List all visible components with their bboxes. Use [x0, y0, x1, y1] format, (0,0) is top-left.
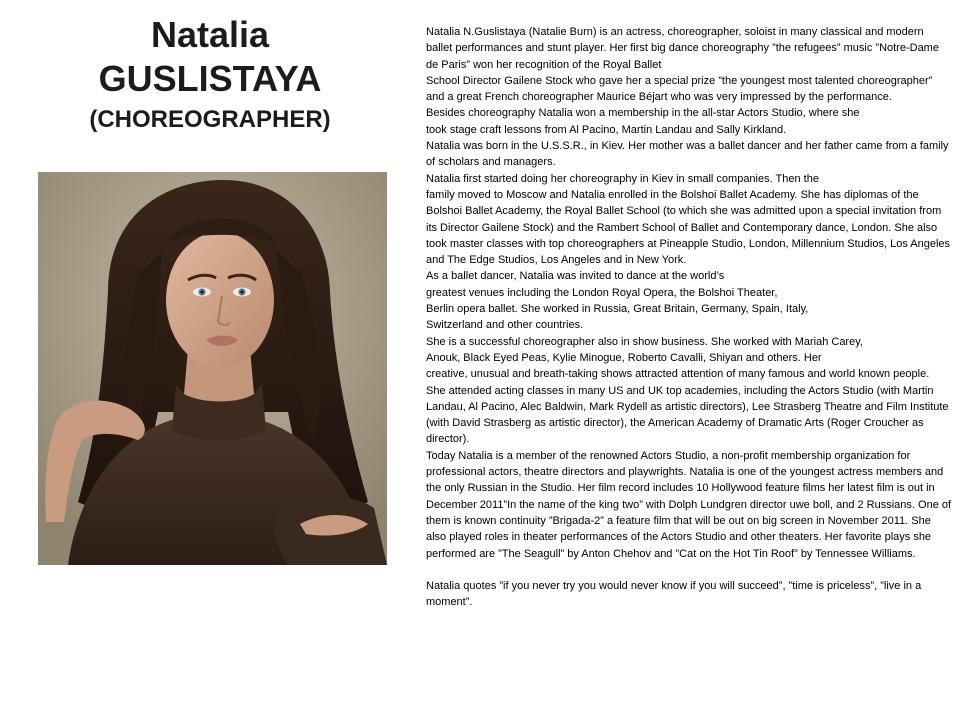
title-last-name: GUSLISTAYA — [98, 58, 322, 99]
portrait-photo — [38, 172, 387, 565]
title-first-name: Natalia — [150, 14, 270, 55]
bio-paragraph: Natalia first started doing her choreography in Kiev in small companies. Then the — [426, 172, 819, 185]
portrait-photo-icon — [38, 172, 387, 565]
bio-paragraph: Switzerland and other countries. — [426, 319, 584, 332]
bio-quote: Natalia quotes ”if you never try you would never know if you will succeed”, ”time is priceless”, ”live in a moment”. — [426, 580, 922, 609]
title-block — [0, 14, 420, 138]
bio-paragraph: She attended acting classes in many US and UK top academies, including the Actors Studio (with Martin Landau, Al Pacino, Alec Baldwin, Mark Rydell as artistic directors), Lee Strasberg Theatre and Film Institute (with David Strasberg as artistic director), the American Academy of Dramatic Arts (Roger Croucher as director). — [426, 384, 949, 446]
paragraph-spacer — [426, 562, 952, 578]
bio-paragraph: Natalia N.Guslistaya (Natalie Burn) is an actress, choreographer, soloist in many classical and modern ballet performances and stunt player. Her first big dance choreography ”the refugees” music ”Notre-Dame de Paris” won her recognition of the Royal Ballet — [426, 26, 939, 71]
bio-paragraph: took stage craft lessons from Al Pacino, Martin Landau and Sally Kirkland. — [426, 123, 787, 136]
bio-paragraph: creative, unusual and breath-taking shows attracted attention of many famous and world known people. — [426, 368, 930, 381]
bio-paragraph: Anouk, Black Eyed Peas, Kylie Minogue, Roberto Cavalli, Shiyan and others. Her — [426, 351, 822, 364]
bio-paragraph: As a ballet dancer, Natalia was invited to dance at the world’s — [426, 270, 725, 283]
bio-text — [426, 24, 952, 611]
bio-paragraph: School Director Gailene Stock who gave her a special prize ”the youngest most talented choreographer” and a great French choreographer Maurice Béjart who was very impressed by the performance. — [426, 74, 933, 104]
bio-paragraph: Berlin opera ballet. She worked in Russia, Great Britain, Germany, Spain, Italy, — [426, 303, 809, 316]
bio-paragraph: Natalia was born in the U.S.S.R., in Kiev. Her mother was a ballet dancer and her father came from a family of scholars and managers. — [426, 140, 949, 169]
title-role: (CHOREOGRAPHER) — [89, 106, 331, 133]
bio-paragraph: Besides choreography Natalia won a membership in the all-star Actors Studio, where she — [426, 107, 860, 120]
bio-paragraph: She is a successful choreographer also in show business. She worked with Mariah Carey, — [426, 335, 863, 348]
bio-paragraph: family moved to Moscow and Natalia enrolled in the Bolshoi Ballet Academy. She has diplomas of the Bolshoi Ballet Academy, the Royal Ballet School (to which she was admitted upon a special invitation from its Director Gailene Stock) and the Rambert School of Ballet and Contemporary dance, London. She also took master classes with top choreographers at Pineapple Studio, London, Millennium Studios, Los Angeles and The Edge Studios, Los Angeles and in New York. — [426, 188, 951, 267]
bio-paragraph: greatest venues including the London Royal Opera, the Bolshoi Theater, — [426, 286, 778, 299]
bio-paragraph: Today Natalia is a member of the renowned Actors Studio, a non-profit membership organization for professional actors, theatre directors and playwrights. Natalia is one of the youngest actress members and the only Russian in the Studio. Her film record includes 10 Hollywood feature films her latest film is out in December 2011”In the name of the king two” with Dolph Lundgren director uwe boll, and 2 Russians. One of them is known continuity ”Brigada-2” a feature film that will be out on big screen in November 2011. She also played roles in theater performances of the Actors Studio and other theaters. Her favorite plays she performed are ”The Seagull” by Anton Chehov and ”Cat on the Hot Tin Roof” by Tennessee Williams. — [426, 449, 952, 560]
